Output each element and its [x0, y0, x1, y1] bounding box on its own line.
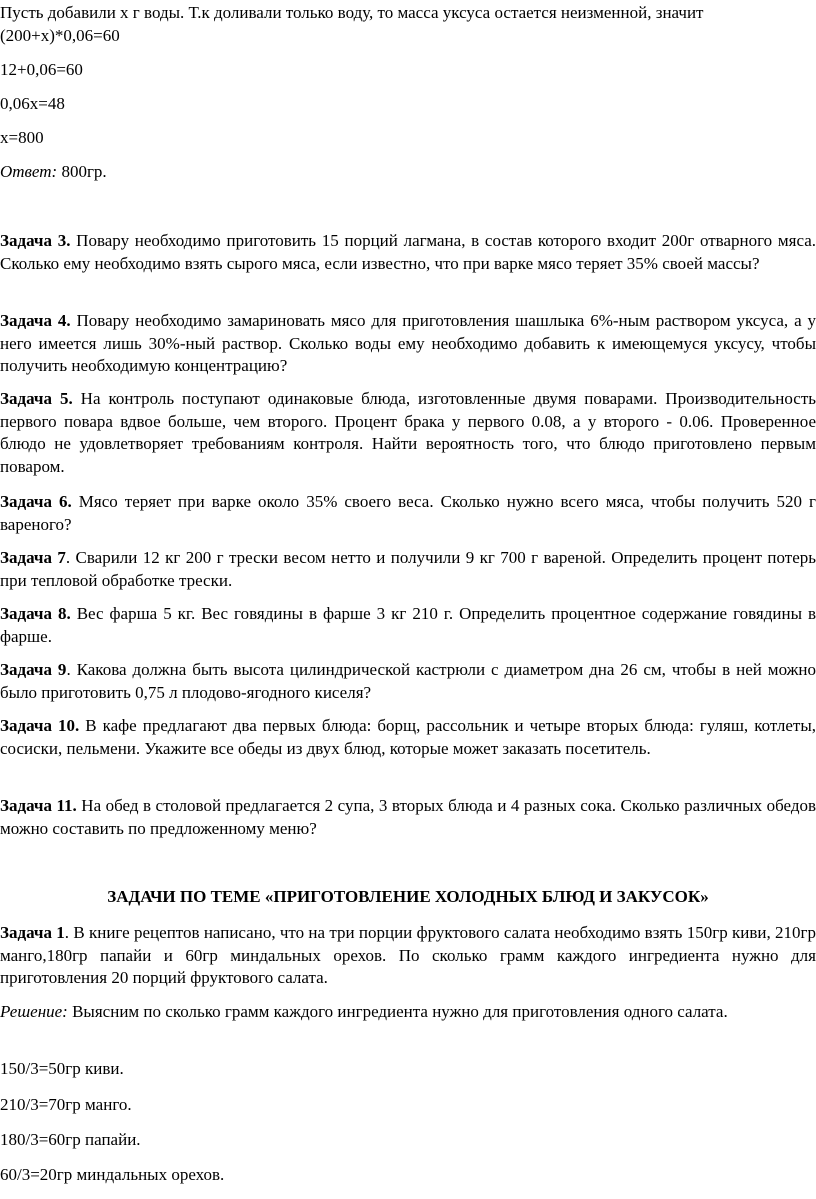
task-8 [0, 603, 816, 648]
intro-paragraph [0, 2, 816, 47]
answer-label: Ответ: [0, 162, 58, 181]
task-text: Мясо теряет при варке около 35% своего веса. Сколько нужно всего мяса, чтобы получить 520 г вареного? [0, 492, 816, 534]
task-label: Задача 4. [0, 311, 71, 330]
task-4 [0, 310, 816, 378]
task-text: В кафе предлагают два первых блюда: борщ, рассольник и четыре вторых блюда: гуляш, котлеты, сосиски, пельмени. Укажите все обеды из двух блюд, которые может заказать посетитель. [0, 716, 816, 758]
task-9 [0, 659, 816, 704]
task-10 [0, 715, 816, 760]
answer [0, 161, 107, 183]
section-title: ЗАДАЧИ ПО ТЕМЕ «ПРИГОТОВЛЕНИЕ ХОЛОДНЫХ БЛЮД И ЗАКУСОК» [107, 887, 709, 906]
task-label: Задача 7 [0, 548, 66, 567]
intro-line-2: (200+х)*0,06=60 [0, 25, 120, 45]
task-text: Вес фарша 5 кг. Вес говядины в фарше 3 кг 210 г. Определить процентное содержание говядины в фарше. [0, 604, 816, 646]
answer-value: 800гр. [57, 162, 107, 181]
task-text: . Какова должна быть высота цилиндрической кастрюли с диаметром дна 26 см, чтобы в ней можно было приготовить 0,75 л плодово-ягодного киселя? [0, 660, 816, 702]
calc-line: 210/3=70гр манго. [0, 1095, 132, 1114]
task-text: Повару необходимо замариновать мясо для приготовления шашлыка 6%-ным раствором уксуса, а у него имеется лишь 30%-ный раствор. Сколько воды ему необходимо добавить к имеющемуся уксусу, чтобы получить необходимую концентрацию? [0, 311, 816, 375]
solution [0, 1001, 816, 1024]
equation-2: 0,06х=48 [0, 94, 65, 113]
task-label: Задача 9 [0, 660, 67, 679]
equation-3: х=800 [0, 128, 44, 147]
task-label: Задача 10. [0, 716, 80, 735]
solution-label: Решение: [0, 1002, 68, 1021]
task-text: На обед в столовой предлагается 2 супа, 3 вторых блюда и 4 разных сока. Сколько различных обедов можно составить по предложенному меню? [0, 796, 816, 838]
task-label: Задача 6. [0, 492, 72, 511]
task-6 [0, 491, 816, 536]
task-label: Задача 1 [0, 923, 65, 942]
calc-line: 60/3=20гр миндальных орехов. [0, 1165, 225, 1184]
calc-line: 150/3=50гр киви. [0, 1059, 124, 1078]
task-label: Задача 11. [0, 796, 77, 815]
intro-line-1: Пусть добавили х г воды. Т.к доливали только воду, то масса уксуса остается неизменной, значит [0, 3, 704, 22]
equation-1: 12+0,06=60 [0, 60, 83, 79]
task-label: Задача 5. [0, 389, 73, 408]
task-text: Повару необходимо приготовить 15 порций лагмана, в состав которого входит 200г отварного мяса. Сколько ему необходимо взять сырого мяса, если известно, что при варке мясо теряет 35% своей массы? [0, 231, 816, 273]
task-11 [0, 795, 816, 840]
task-text: На контроль поступают одинаковые блюда, изготовленные двумя поварами. Производительность первого повара вдвое больше, чем второго. Процент брака у первого 0.08, а у второго - 0.06. Проверенное блюдо не удовлетворяет требованиям контроля. Найти вероятность того, что блюдо приготовлено первым поваром. [0, 389, 816, 476]
task-5 [0, 388, 816, 478]
solution-text: Выясним по сколько грамм каждого ингредиента нужно для приготовления одного салата. [67, 1002, 728, 1021]
task-label: Задача 8. [0, 604, 71, 623]
task-text: . Сварили 12 кг 200 г трески весом нетто и получили 9 кг 700 г вареной. Определить процент потерь при тепловой обработке трески. [0, 548, 816, 590]
task-3 [0, 230, 816, 275]
task-label: Задача 3. [0, 231, 71, 250]
task-text: . В книге рецептов написано, что на три порции фруктового салата необходимо взять 150гр киви, 210гр манго,180гр папайи и 60гр миндальных орехов. По сколько грамм каждого ингредиента нужно для приготовления 20 порций фруктового салата. [0, 923, 816, 987]
task-7 [0, 547, 816, 592]
section-task-1 [0, 922, 816, 990]
calc-line: 180/3=60гр папайи. [0, 1130, 141, 1149]
